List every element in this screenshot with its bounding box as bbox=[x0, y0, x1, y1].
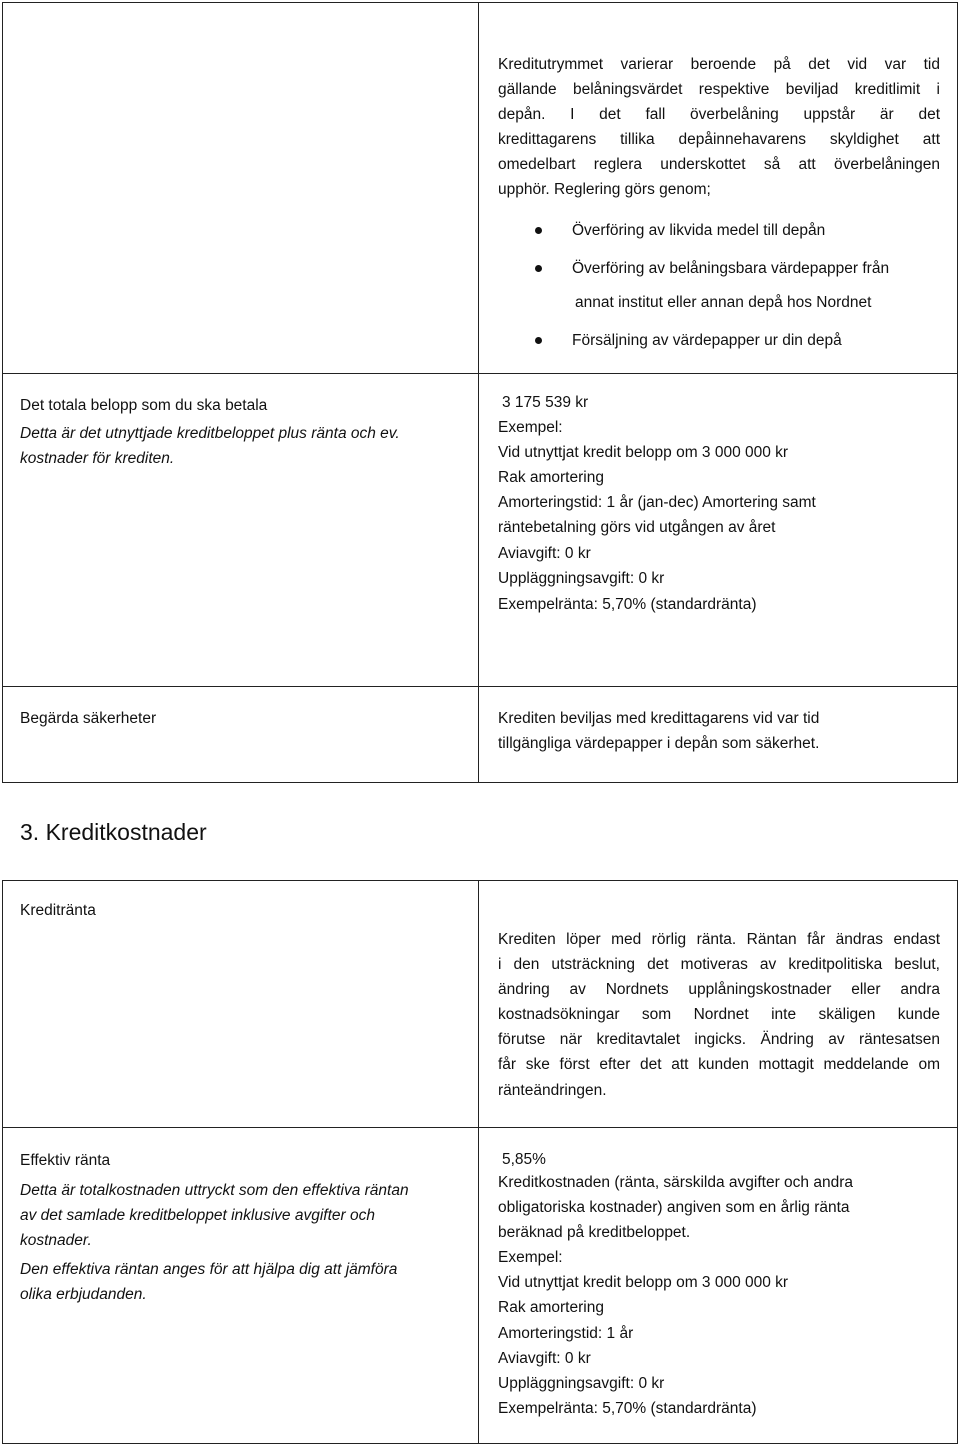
total-label: Det totala belopp som du ska betala bbox=[20, 397, 268, 414]
row-divider bbox=[2, 1127, 958, 1128]
row-divider bbox=[2, 686, 958, 687]
column-divider bbox=[478, 880, 479, 1444]
bullet-continuation: annat institut eller annan depå hos Nordnet bbox=[575, 294, 872, 311]
example-line: Rak amortering bbox=[498, 1299, 604, 1316]
intro-line: Kreditutrymmet varierar beroende på det vid var tid bbox=[498, 56, 940, 73]
example-line: Vid utnyttjat kredit belopp om 3 000 000 kr bbox=[498, 1274, 789, 1291]
bullet-item: Överföring av likvida medel till depån bbox=[572, 222, 826, 239]
total-description: kostnader för krediten. bbox=[20, 450, 175, 467]
interest-text: förutse när kreditavtalet ingicks. Ändring av räntesatsen bbox=[498, 1031, 940, 1048]
example-line: Rak amortering bbox=[498, 469, 604, 486]
collateral-text: tillgängliga värdepapper i depån som säkerhet. bbox=[498, 735, 820, 752]
example-line: Exempelränta: 5,70% (standardränta) bbox=[498, 596, 757, 613]
effective-description: kostnader. bbox=[20, 1232, 92, 1249]
column-divider bbox=[478, 2, 479, 783]
interest-label: Kreditränta bbox=[20, 902, 96, 919]
total-amount: 3 175 539 kr bbox=[502, 394, 589, 411]
example-line: Uppläggningsavgift: 0 kr bbox=[498, 570, 665, 587]
effective-description: olika erbjudanden. bbox=[20, 1286, 147, 1303]
intro-line: depån. I det fall överbelåning uppstår är det bbox=[498, 106, 940, 123]
collateral-label: Begärda säkerheter bbox=[20, 710, 157, 727]
interest-text: ändring av Nordnets upplåningskostnader eller andra bbox=[498, 981, 940, 998]
intro-line: upphör. Reglering görs genom; bbox=[498, 181, 711, 198]
interest-text: kostnadsökningar som Nordnet inte skäligen kunde bbox=[498, 1006, 940, 1023]
example-line: Exempelränta: 5,70% (standardränta) bbox=[498, 1400, 757, 1417]
effective-text: Kreditkostnaden (ränta, särskilda avgifter och andra bbox=[498, 1174, 853, 1191]
intro-line: kredittagarens tillika depåinnehavarens skyldighet att bbox=[498, 131, 940, 148]
section-heading: 3. Kreditkostnader bbox=[20, 819, 207, 845]
intro-line: gällande belåningsvärdet respektive beviljad kreditlimit i bbox=[498, 81, 940, 98]
example-line: Vid utnyttjat kredit belopp om 3 000 000 kr bbox=[498, 444, 789, 461]
bullet-icon bbox=[535, 337, 542, 344]
example-line: Amorteringstid: 1 år bbox=[498, 1325, 634, 1342]
total-description: Detta är det utnyttjade kreditbeloppet plus ränta och ev. bbox=[20, 425, 400, 442]
bullet-item: Överföring av belåningsbara värdepapper från bbox=[572, 260, 890, 277]
interest-text: i den utsträckning det motiveras av kreditpolitiska beslut, bbox=[498, 956, 940, 973]
effective-text: obligatoriska kostnader) angiven som en årlig ränta bbox=[498, 1199, 850, 1216]
example-line: Amorteringstid: 1 år (jan-dec) Amortering samt bbox=[498, 494, 816, 511]
interest-text: ränteändringen. bbox=[498, 1082, 607, 1099]
intro-line: omedelbart reglera underskottet så att överbelåningen bbox=[498, 156, 940, 173]
bullet-item: Försäljning av värdepapper ur din depå bbox=[572, 332, 842, 349]
example-line: Aviavgift: 0 kr bbox=[498, 545, 591, 562]
example-heading: Exempel: bbox=[498, 1249, 563, 1266]
effective-label: Effektiv ränta bbox=[20, 1152, 111, 1169]
row-divider bbox=[2, 373, 958, 374]
effective-description: Den effektiva räntan anges för att hjälpa dig att jämföra bbox=[20, 1261, 398, 1278]
bullet-icon bbox=[535, 265, 542, 272]
effective-description: Detta är totalkostnaden uttryckt som den effektiva räntan bbox=[20, 1182, 409, 1199]
effective-description: av det samlade kreditbeloppet inklusive avgifter och bbox=[20, 1207, 375, 1224]
interest-text: Krediten löper med rörlig ränta. Räntan får ändras endast bbox=[498, 931, 940, 948]
example-heading: Exempel: bbox=[498, 419, 563, 436]
collateral-text: Krediten beviljas med kredittagarens vid var tid bbox=[498, 710, 820, 727]
bullet-icon bbox=[535, 227, 542, 234]
example-line: räntebetalning görs vid utgången av året bbox=[498, 519, 776, 536]
effective-rate: 5,85% bbox=[502, 1151, 546, 1168]
effective-text: beräknad på kreditbeloppet. bbox=[498, 1224, 691, 1241]
interest-text: får ske först efter det att kunden mottagit meddelande om bbox=[498, 1056, 940, 1073]
example-line: Aviavgift: 0 kr bbox=[498, 1350, 591, 1367]
example-line: Uppläggningsavgift: 0 kr bbox=[498, 1375, 665, 1392]
